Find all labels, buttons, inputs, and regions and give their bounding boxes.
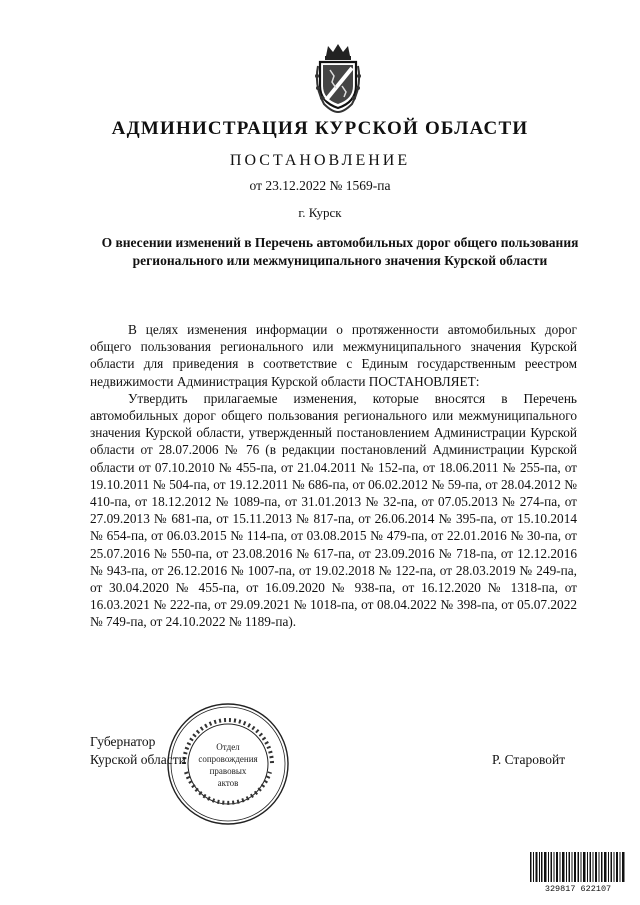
body-paragraph: В целях изменения информации о протяженности автомобильных дорог общего пользования регионального или межмуниципального значения Курской области для приведения в соответствие с Единым государственным реестром недвижимости Администрация Курской области ПОСТАНОВЛЯЕТ: xyxy=(90,322,577,389)
document-number: от 23.12.2022 № 1569-па xyxy=(249,178,391,193)
seal-text-line-2: сопровождения xyxy=(198,754,258,764)
signatory-position-line: Губернатор xyxy=(90,734,156,749)
document-type: ПОСТАНОВЛЕНИЕ xyxy=(229,152,411,169)
document-city: г. Курск xyxy=(298,205,342,220)
document-title: О внесении изменений в Перечень автомобильных дорог общего пользования регионального или межмуниципального значения Курской области xyxy=(101,235,579,268)
seal-text-line-3: правовых xyxy=(209,766,247,776)
barcode-number: 329817 622107 xyxy=(544,884,612,892)
signatory-position-line: Курской области xyxy=(90,752,186,767)
body-paragraph: Утвердить прилагаемые изменения, которые вносятся в Перечень автомобильных дорог общего пользования регионального или межмуниципального значения Курской области, утвержденный постановлением Администрации Курской области от 28.07.2006 № 76 (в редакции постановлений Администрации Курской области от 07.10.2010 № 455-па, от 21.04.2011 № 152-па, от 18.06.2011 № 255-па, от 19.10.2011 № 504-па, от 19.12.2011 № 686-па, от 06.02.2012 № 59-па, от 28.04.2012 № 410-па, от 18.12.2012 № 1089-па, от 31.01.2013 № 32-па, от 07.05.2013 № 274-па, от 27.09.2013 № 681-па, от 15.11.2013 № 817-па, от 26.06.2014 № 395-па, от 15.10.2014 № 654-па, от 06.03.2015 № 114-па, от 03.08.2015 № 479-па, от 22.01.2016 № 30-па, от 25.07.2016 № 550-па, от 23.08.2016 № 617-па, от 23.09.2016 № 718-па, от 12.12.2016 № 943-па, от 26.12.2016 № 1007-па, от 19.02.2018 № 122-па, от 28.03.2019 № 249-па, от 30.04.2020 № 455-па, от 16.09.2020 № 938-па, от 16.12.2020 № 1318-па, от 16.03.2021 № 222-па, от 29.09.2021 № 1018-па, от 08.04.2022 № 398-па, от 05.07.2022 № 749-па, от 24.10.2022 № 1189-па). xyxy=(90,390,577,630)
barcode xyxy=(530,852,626,892)
seal-text-line-1: Отдел xyxy=(216,742,240,752)
organization-name: АДМИНИСТРАЦИЯ КУРСКОЙ ОБЛАСТИ xyxy=(111,118,529,139)
document-body xyxy=(90,321,577,631)
coat-of-arms-emblem xyxy=(314,42,362,114)
seal-text-line-4: актов xyxy=(217,778,239,788)
signatory-name: Р. Старовойт xyxy=(492,752,566,767)
signatory-position xyxy=(90,733,250,769)
